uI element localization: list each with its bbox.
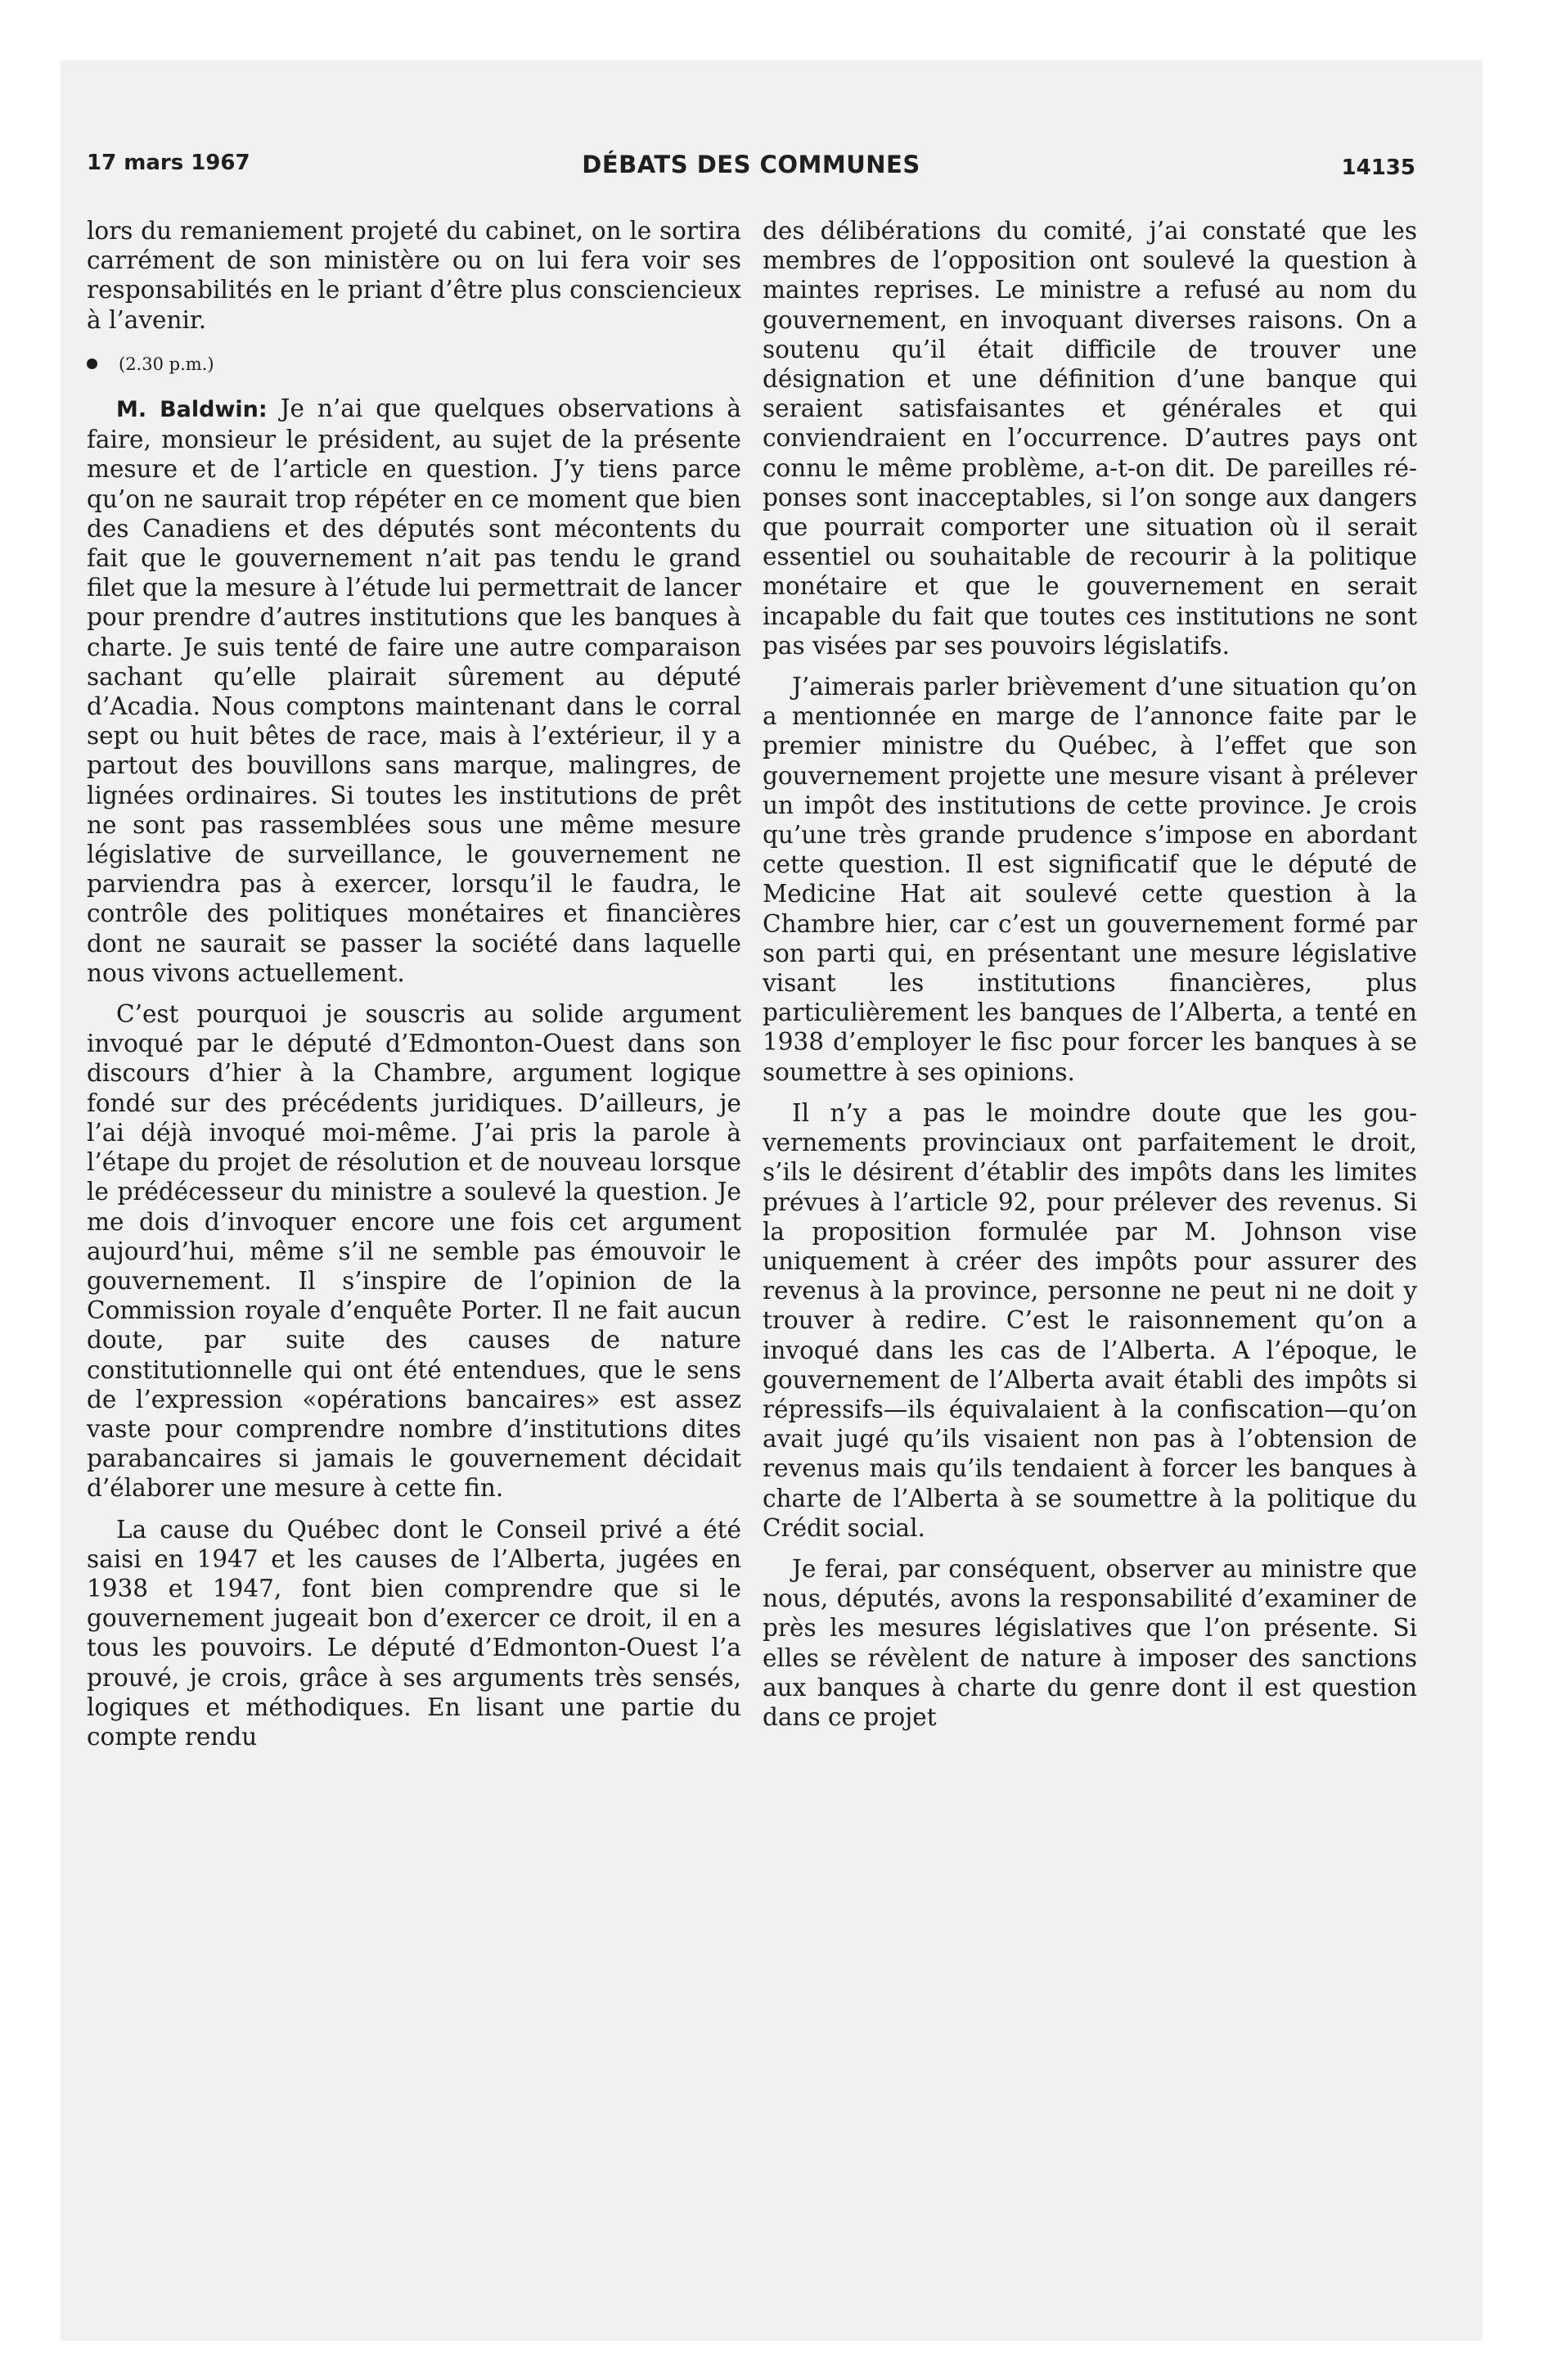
left-paragraph-1: lors du remaniement projeté du cabinet, on le sortira carrément de son ministère ou on lui fera voir ses responsabilités en le priant d’être plus consciencieux à l’avenir. — [87, 217, 741, 334]
left-paragraph-3: C’est pourquoi je souscris au solide argument invoqué par le député d’Edmonton-Ouest dans son discours d’hier à la Chambre, argument logique fondé sur des précédents juridiques. D’ailleurs, je l’ai déjà invoqué moi-même. J’ai pris la parole à l’étape du projet de résolution et de nouveau lorsque le prédécesseur du ministre a soulevé la question. Je me dois d’invoquer encore une fois cet argument aujourd’hui, même s’il ne semble pas émouvoir le gouvernement. Il s’inspire de l’opinion de la Commission royale d’enquête Porter. Il ne fait aucun doute, par suite des causes de nature constitutionnelle qui ont été entendues, que le sens de l’expression «opérations bancaires» est assez vaste pour comprendre nombre d’institutions dites parabancaires si jamais le gouvernement décidait d’élaborer une mesure à cette fin. — [87, 1000, 741, 1503]
speaker-name: M. Baldwin: — [116, 397, 268, 423]
left-paragraph-2 — [87, 394, 741, 988]
time-stamp: (2.30 p.m.) — [119, 354, 214, 374]
left-paragraph-4: La cause du Québec dont le Conseil privé a été saisi en 1947 et les causes de l’Alberta, jugées en 1938 et 1947, font bien comprendre que si le gouvernement jugeait bon d’exercer ce droit, il en a tous les pouvoirs. Le député d’Edmonton-Ouest l’a prouvé, je crois, grâce à ses arguments très sensés, logiques et méthodiques. En lisant une partie du compte rendu — [87, 1515, 741, 1751]
right-paragraph-3: Il n’y a pas le moindre doute que les gouvernements provinciaux ont parfaitement le droit, s’ils le désirent d’établir des impôts dans les limites prévues à l’article 92, pour prélever des revenus. Si la proposition formulée par M. Johnson vise uniquement à créer des impôts pour assurer des revenus à la province, personne ne peut ni ne doit y trouver à redire. C’est le raisonnement qu’on a invoqué dans les cas de l’Alberta. A l’époque, le gouvernement de l’Alberta avait établi des impôts si répressifs—ils équivalaient à la confiscation—qu’on avait jugé qu’ils visaient non pas à l’obtension de revenus mais qu’ils tendaient à forcer les banques à charte de l’Alberta à se soumettre à la politique du Crédit social. — [763, 1098, 1417, 1542]
left-column — [87, 216, 741, 1751]
right-column — [763, 216, 1417, 1732]
header-title: DÉBATS DES COMMUNES — [582, 151, 920, 178]
bullet-icon — [87, 358, 97, 369]
page-header — [87, 151, 1415, 183]
left-paragraph-2-text: Je n’ai que quelques observations à faire, monsieur le président, au sujet de la présente mesure et de l’article en question. J’y tiens parce qu’on ne saurait trop répéter en ce moment que bien des Canadiens et des députés sont mécontents du fait que le gouvernement n’ait pas tendu le grand filet que la mesure à l’étude lui permettrait de lancer pour prendre d’autres institutions que les banques à charte. Je suis tenté de faire une autre comparaison sachant qu’elle plairait sûrement au député d’Acadia. Nous comptons maintenant dans le corral sept ou huit bêtes de race, mais à l’extérieur, il y a partout des bouvillons sans marque, malingres, de lignées ordinaires. Si toutes les institutions de prêt ne sont pas rassemblées sous une même mesure législative de surveillance, le gouvernement ne parviendra pas à exercer, lorsqu’il le faudra, le contrôle des politiques monétaires et financières dont ne saurait se passer la société dans laquelle nous vivons actuellement. — [87, 394, 741, 987]
right-paragraph-4: Je ferai, par conséquent, observer au ministre que nous, députés, avons la responsabilité d’examiner de près les mesures législatives que l’on présente. Si elles se révèlent de nature à imposer des sanctions aux banques à charte du genre dont il est question dans ce projet — [763, 1554, 1417, 1731]
right-paragraph-2: J’aimerais parler brièvement d’une situation qu’on a mentionnée en marge de l’annonce faite par le premier ministre du Québec, à l’effet que son gouvernement projette une mesure visant à prélever un impôt des institutions de cette province. Je crois qu’une très grande prudence s’impose en abordant cette question. Il est significatif que le député de Medicine Hat ait soulevé cette question à la Chambre hier, car c’est un gouvernement formé par son parti qui, en présentant une mesure législative visant les institutions financières, plus particulièrement les banques de l’Alberta, a tenté en 1938 d’employer le fisc pour forcer les banques à se soumettre à ses opinions. — [763, 673, 1417, 1086]
header-page-number: 14135 — [1341, 156, 1415, 180]
time-stamp-line — [87, 349, 741, 379]
right-paragraph-1: des délibérations du comité, j’ai constaté que les membres de l’opposition ont soulevé la question à maintes reprises. Le ministre a refusé au nom du gouvernement, en invoquant diverses raisons. On a soutenu qu’il était difficile de trouver une désignation et une définition d’une banque qui seraient satisfaisantes et générales et qui conviendraient en l’occurrence. D’autres pays ont connu le même problème, a-t-on dit. De pareilles réponses sont inacceptables, si l’on songe aux dangers que pourrait comporter une situation où il serait essentiel ou souhaitable de recourir à la politique monétaire et que le gouvernement en serait incapable du fait que toutes ces institutions ne sont pas visées par ses pouvoirs législatifs. — [763, 217, 1417, 660]
header-date: 17 mars 1967 — [87, 151, 250, 175]
